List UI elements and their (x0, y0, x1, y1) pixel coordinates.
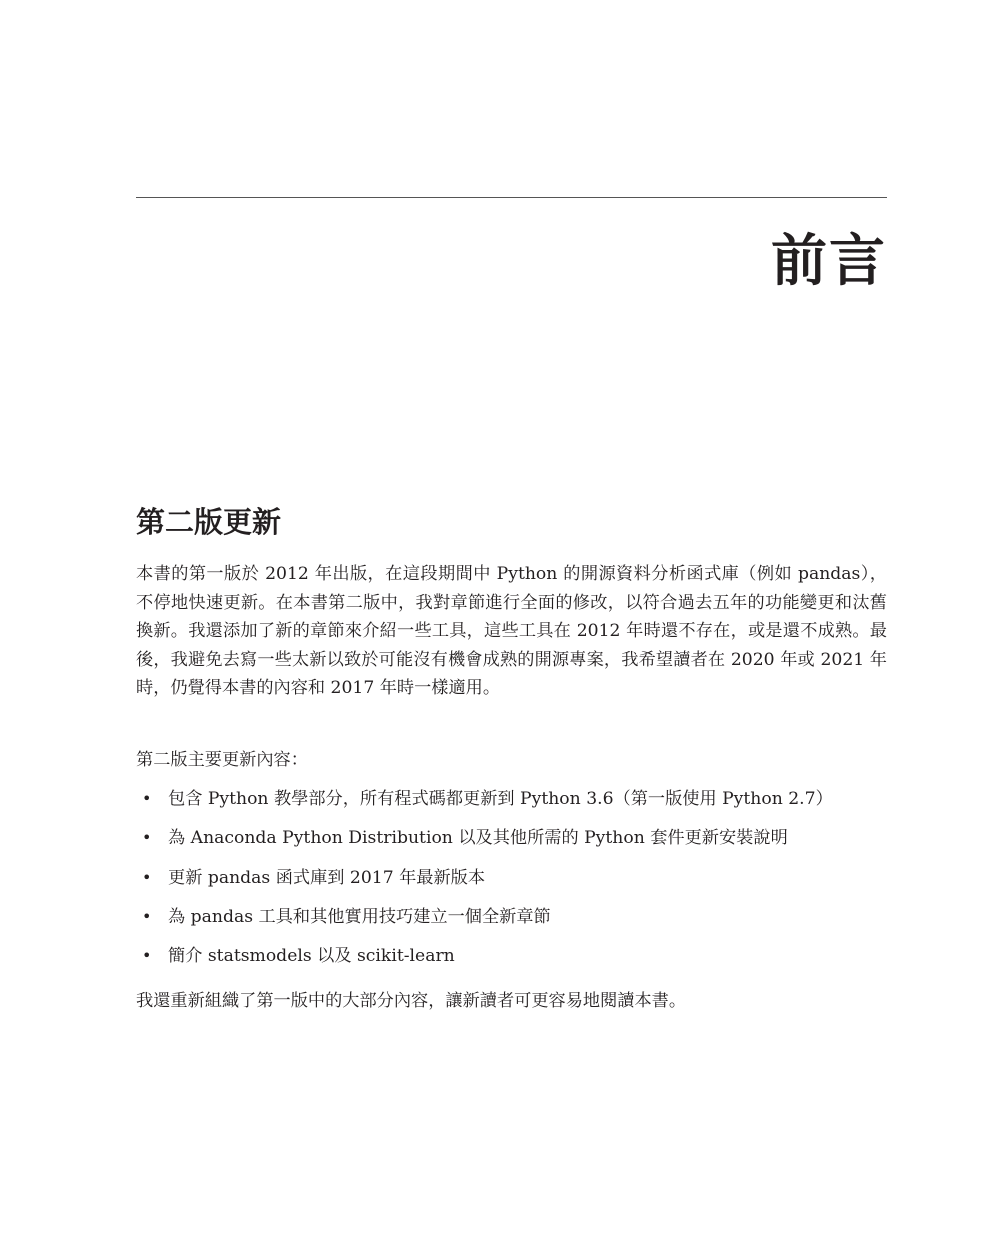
intro-paragraph: 本書的第一版於 2012 年出版，在這段期間中 Python 的開源資料分析函式庫（例如 pandas），不停地快速更新。在本書第二版中，我對章節進行全面的修改，以符合過去五年的功能變更和汰舊換新。我還添加了新的章節來介紹一些工具，這些工具在 2012 年時還不存在，或是還不成熟。最後，我避免去寫一些太新以致於可能沒有機會成熟的開源專案，我希望讀者在 2020 年或 2021 年時，仍覺得本書的內容和 2017 年時一樣適用。 (136, 564, 887, 698)
list-item (136, 824, 887, 863)
chapter-rule (136, 197, 887, 198)
bullet-icon: • (142, 946, 152, 966)
list-item-text: 簡介 statsmodels 以及 scikit-learn (168, 946, 455, 967)
list-item (136, 942, 887, 981)
update-list (136, 785, 887, 981)
list-item-text: 為 pandas 工具和其他實用技巧建立一個全新章節 (168, 906, 551, 927)
section-title: 第二版更新 (136, 505, 282, 539)
list-item-text: 為 Anaconda Python Distribution 以及其他所需的 Python 套件更新安裝說明 (168, 828, 788, 849)
closing-paragraph: 我還重新組織了第一版中的大部分內容，讓新讀者可更容易地閱讀本書。 (136, 991, 687, 1011)
list-heading: 第二版主要更新內容： (136, 750, 308, 770)
bullet-icon: • (142, 906, 152, 926)
chapter-title: 前言 (771, 229, 887, 294)
bullet-icon: • (142, 789, 152, 808)
list-item (136, 903, 887, 942)
list-item-text: 包含 Python 教學部分，所有程式碼都更新到 Python 3.6（第一版使用 Python 2.7） (168, 789, 833, 809)
list-item (136, 785, 887, 824)
list-item (136, 864, 887, 903)
bullet-icon: • (142, 867, 152, 887)
bullet-icon: • (142, 828, 152, 848)
list-item-text: 更新 pandas 函式庫到 2017 年最新版本 (168, 867, 486, 888)
